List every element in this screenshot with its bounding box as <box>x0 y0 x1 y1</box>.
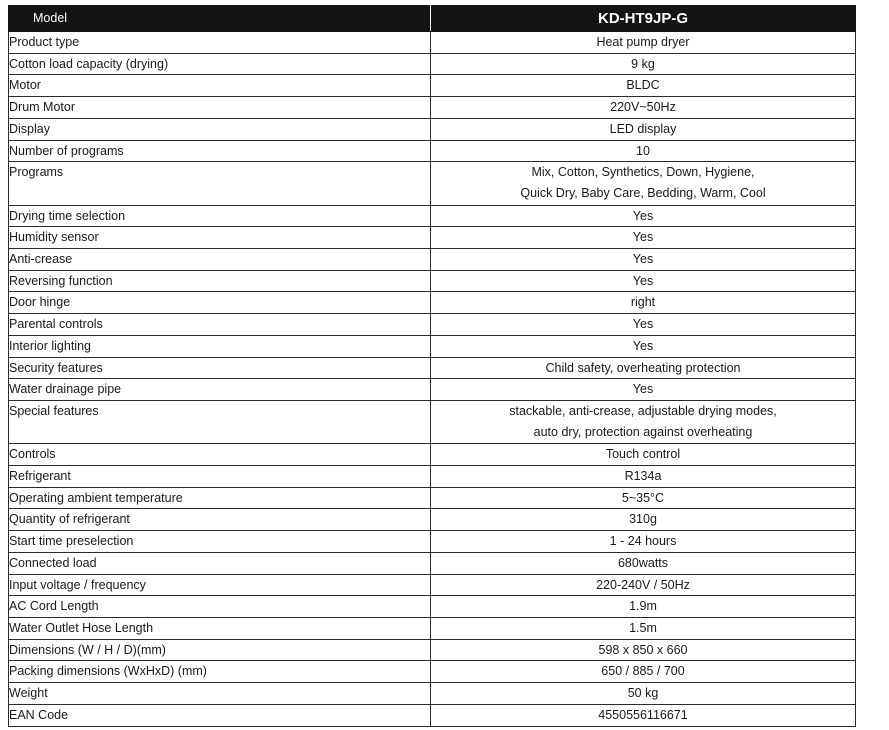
spec-table <box>8 5 856 727</box>
row-value: 10 <box>431 140 856 162</box>
row-value: 680watts <box>431 552 856 574</box>
row-label: Drum Motor <box>9 97 431 119</box>
row-label: Connected load <box>9 552 431 574</box>
row-value-line: Mix, Cotton, Synthetics, Down, Hygiene, <box>531 165 755 180</box>
row-value: 220V~50Hz <box>431 97 856 119</box>
spec-table-header <box>9 6 856 32</box>
row-value <box>431 162 856 205</box>
row-value: BLDC <box>431 75 856 97</box>
table-row <box>9 32 856 54</box>
row-label: Programs <box>9 162 431 205</box>
table-row <box>9 75 856 97</box>
table-row <box>9 466 856 488</box>
row-value: 1.9m <box>431 596 856 618</box>
table-row <box>9 400 856 443</box>
row-label: Display <box>9 118 431 140</box>
table-row <box>9 704 856 726</box>
table-row <box>9 379 856 401</box>
table-row <box>9 617 856 639</box>
row-label: Humidity sensor <box>9 227 431 249</box>
table-row <box>9 97 856 119</box>
row-label: Motor <box>9 75 431 97</box>
table-row <box>9 270 856 292</box>
row-value-line: stackable, anti-crease, adjustable drying modes, <box>509 403 777 418</box>
row-value: LED display <box>431 118 856 140</box>
row-value: Touch control <box>431 444 856 466</box>
row-label: Security features <box>9 357 431 379</box>
row-value-line: auto dry, protection against overheating <box>533 425 753 440</box>
row-value: Yes <box>431 314 856 336</box>
row-value <box>431 400 856 443</box>
table-row <box>9 596 856 618</box>
table-row <box>9 357 856 379</box>
row-value: 4550556116671 <box>431 704 856 726</box>
row-value: 310g <box>431 509 856 531</box>
table-row <box>9 574 856 596</box>
row-value: 220-240V / 50Hz <box>431 574 856 596</box>
table-row <box>9 531 856 553</box>
row-label: Water Outlet Hose Length <box>9 617 431 639</box>
table-row <box>9 335 856 357</box>
row-label: AC Cord Length <box>9 596 431 618</box>
row-label: Quantity of refrigerant <box>9 509 431 531</box>
row-label: Controls <box>9 444 431 466</box>
row-value: 598 x 850 x 660 <box>431 639 856 661</box>
row-label: Drying time selection <box>9 205 431 227</box>
row-value: Child safety, overheating protection <box>431 357 856 379</box>
row-value: R134a <box>431 466 856 488</box>
table-row <box>9 249 856 271</box>
row-label: Parental controls <box>9 314 431 336</box>
row-value: right <box>431 292 856 314</box>
row-value: Heat pump dryer <box>431 32 856 54</box>
row-value: 9 kg <box>431 53 856 75</box>
row-label: Operating ambient temperature <box>9 487 431 509</box>
row-value-line: Quick Dry, Baby Care, Bedding, Warm, Cool <box>520 186 766 201</box>
row-label: Number of programs <box>9 140 431 162</box>
row-label: Product type <box>9 32 431 54</box>
row-label: Door hinge <box>9 292 431 314</box>
table-row <box>9 53 856 75</box>
row-value: Yes <box>431 270 856 292</box>
row-label: Start time preselection <box>9 531 431 553</box>
row-label: EAN Code <box>9 704 431 726</box>
row-label: Input voltage / frequency <box>9 574 431 596</box>
row-label: Interior lighting <box>9 335 431 357</box>
row-value: Yes <box>431 335 856 357</box>
table-row <box>9 118 856 140</box>
row-label: Cotton load capacity (drying) <box>9 53 431 75</box>
table-row <box>9 683 856 705</box>
table-row <box>9 552 856 574</box>
row-label: Refrigerant <box>9 466 431 488</box>
table-row <box>9 444 856 466</box>
row-value: 1.5m <box>431 617 856 639</box>
row-value: Yes <box>431 227 856 249</box>
table-row <box>9 140 856 162</box>
row-label: Packing dimensions (WxHxD) (mm) <box>9 661 431 683</box>
table-row <box>9 639 856 661</box>
table-row <box>9 227 856 249</box>
row-label: Reversing function <box>9 270 431 292</box>
row-label: Water drainage pipe <box>9 379 431 401</box>
row-value: Yes <box>431 249 856 271</box>
row-label: Dimensions (W / H / D)(mm) <box>9 639 431 661</box>
row-value: Yes <box>431 205 856 227</box>
model-name: KD-HT9JP-G <box>431 6 856 32</box>
row-value: 5~35°C <box>431 487 856 509</box>
table-row <box>9 292 856 314</box>
table-row <box>9 509 856 531</box>
table-row <box>9 162 856 205</box>
row-value: 1 - 24 hours <box>431 531 856 553</box>
row-value: Yes <box>431 379 856 401</box>
row-label: Weight <box>9 683 431 705</box>
table-row <box>9 205 856 227</box>
row-value: 650 / 885 / 700 <box>431 661 856 683</box>
row-label: Anti-crease <box>9 249 431 271</box>
table-row <box>9 314 856 336</box>
header-row <box>9 6 856 32</box>
header-label: Model <box>9 6 431 32</box>
spec-table-body <box>9 32 856 727</box>
row-value: 50 kg <box>431 683 856 705</box>
row-label: Special features <box>9 400 431 443</box>
table-row <box>9 487 856 509</box>
table-row <box>9 661 856 683</box>
